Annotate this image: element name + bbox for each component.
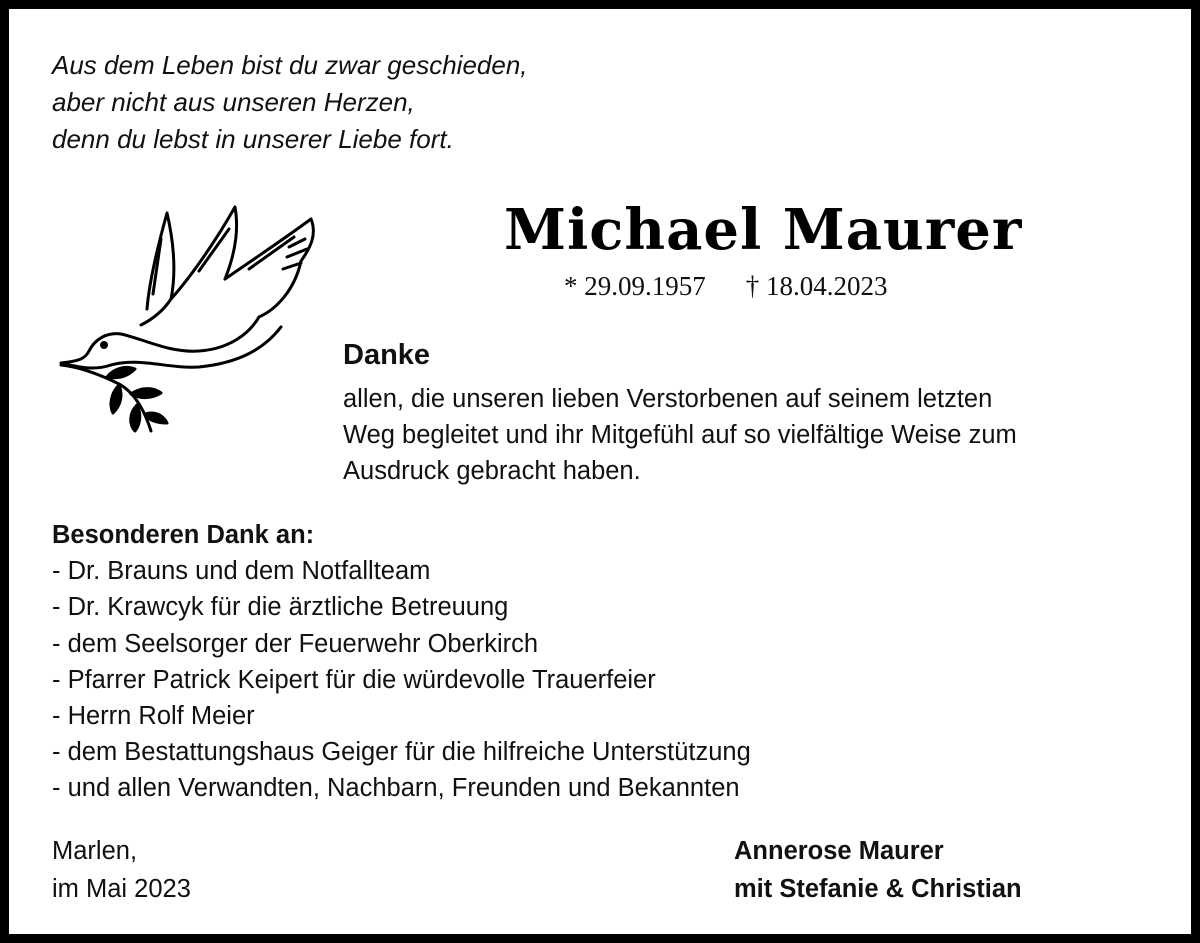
thanks-text bbox=[343, 381, 1017, 489]
list-item: - Dr. Brauns und dem Notfallteam bbox=[52, 557, 431, 586]
place-line: Marlen, bbox=[52, 837, 138, 865]
poem-line: aber nicht aus unseren Herzen, bbox=[52, 87, 415, 117]
memorial-poem bbox=[52, 47, 528, 158]
thanks-line: Weg begleitet und ihr Mitgefühl auf so vielfältige Weise zum bbox=[343, 421, 1017, 449]
death-date: † 18.04.2023 bbox=[745, 271, 888, 301]
special-thanks bbox=[52, 517, 751, 807]
deceased-name: Michael Maurer bbox=[504, 197, 1023, 263]
thanks-heading: Danke bbox=[343, 339, 431, 371]
list-item: - Herrn Rolf Meier bbox=[52, 702, 255, 731]
thanks-line: Ausdruck gebracht haben. bbox=[343, 457, 641, 485]
list-item: - dem Seelsorger der Feuerwehr Oberkirch bbox=[52, 629, 539, 658]
thanks-line: allen, die unseren lieben Verstorbenen auf seinem letzten bbox=[343, 385, 993, 413]
list-item: - Pfarrer Patrick Keipert für die würdevolle Trauerfeier bbox=[52, 665, 656, 694]
signers bbox=[734, 832, 1022, 908]
list-item: - Dr. Krawcyk für die ärztliche Betreuung bbox=[52, 593, 509, 622]
place-and-date bbox=[52, 832, 191, 908]
poem-line: Aus dem Leben bist du zwar geschieden, bbox=[52, 50, 528, 80]
special-thanks-list bbox=[52, 553, 751, 806]
date-line: im Mai 2023 bbox=[52, 875, 191, 903]
poem-line: denn du lebst in unserer Liebe fort. bbox=[52, 124, 454, 154]
signer-line: mit Stefanie & Christian bbox=[734, 875, 1022, 903]
special-thanks-heading: Besonderen Dank an: bbox=[52, 521, 315, 549]
list-item: - dem Bestattungshaus Geiger für die hilfreiche Unterstützung bbox=[52, 738, 751, 767]
birth-date: * 29.09.1957 bbox=[564, 271, 706, 301]
life-dates bbox=[564, 268, 888, 304]
signer-line: Annerose Maurer bbox=[734, 837, 944, 865]
dove-with-olive-branch-icon bbox=[49, 199, 339, 444]
list-item: - und allen Verwandten, Nachbarn, Freunden und Bekannten bbox=[52, 774, 740, 803]
